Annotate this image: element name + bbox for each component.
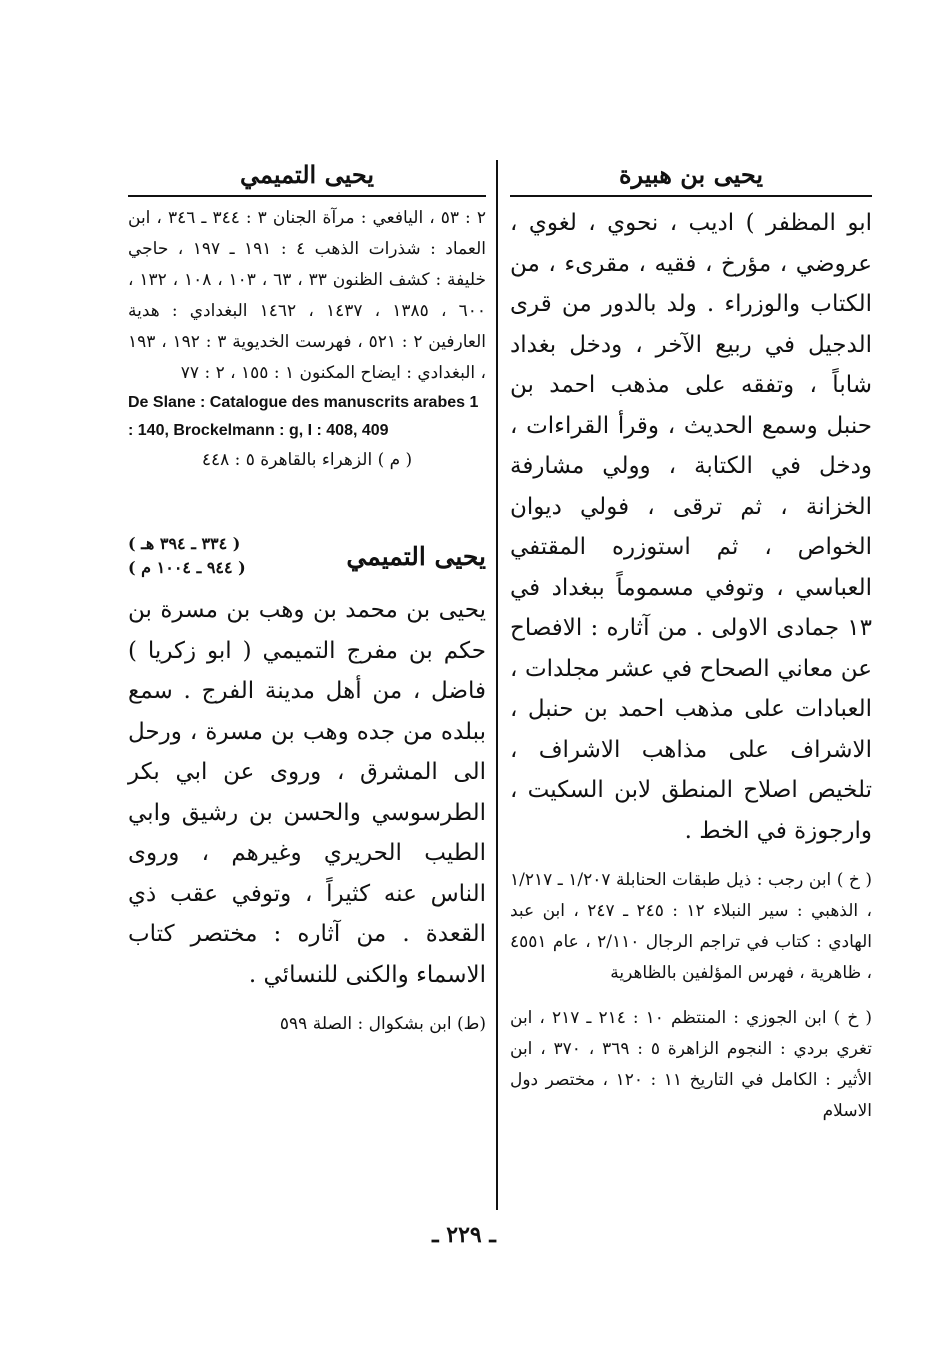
left-column-header: يحيى التميمي bbox=[128, 155, 486, 197]
left-column bbox=[128, 155, 486, 1040]
left-source-t: (ط) ابن بشكوال : الصلة ٥٩٩ bbox=[279, 1014, 486, 1034]
entry-date-gregorian: ( ٩٤٤ ـ ١٠٠٤ م ) bbox=[128, 558, 246, 577]
entry-date-hijri: ( ٣٣٤ ـ ٣٩٤ هـ ) bbox=[128, 534, 241, 553]
right-source-1: ( خ ) ابن رجب : ذيل طبقات الحنابلة ١/٢٠٧ ـ ١/٢١٧ ، الذهبي : سير النبلاء ١٢ : ٢٤٥ ـ ٢٤٧ ، ابن عبد الهادي : كتاب في تراجم الرجال ٢/١١٠ ، عام ٤٥٥١ ، ظاهرية ، فهرس المؤلفين بالظاهرية bbox=[510, 870, 872, 983]
column-divider bbox=[496, 160, 498, 1210]
latin-reference: De Slane : Catalogue des manuscrits arabes 1 : 140, Brockelmann : g, I : 408, 409 bbox=[128, 394, 479, 439]
right-column bbox=[510, 155, 872, 1127]
page-number: ـ ٢٢٩ ـ bbox=[432, 1222, 496, 1248]
right-column-body: ابو المظفر ) اديب ، نحوي ، لغوي ، عروضي ، مؤرخ ، فقيه ، مقرىء ، من الكتاب والوزراء . ولد بالدور من قرى الدجيل في ربيع الآخر ، ودخل بغداد شاباً ، وتفقه على مذهب احمد بن حنبل وسمع الحديث ، وقرأ القراءات ، ودخل في الكتابة ، وولي مشارفة الخزانة ، ثم ترقى ، فولي ديوان الخواص ، ثم استوزره المقتفي العباسي ، وتوفي مسموماً ببغداد في ١٣ جمادى الاولى . من آثاره : الافصاح عن معاني الصحاح في عشر مجلدات ، العبادات على مذهب احمد بن حنبل ، الاشراف على مذاهب الاشراف ، تلخيص اصلاح المنطق لابن السكيت ، وارجوزة في الخط . bbox=[510, 210, 872, 844]
left-source-m: ( م ) الزهراء بالقاهرة ٥ : ٤٤٨ bbox=[201, 450, 413, 470]
right-source-2: ( خ ) ابن الجوزي : المنتظم ١٠ : ٢١٤ ـ ٢١٧ ، ابن تغري بردي : النجوم الزاهرة ٥ : ٣٦٩ ، ٣٧٠ ، ابن الأثير : الكامل في التاريخ ١١ : ١٢٠ ، مختصر دول الاسلام bbox=[510, 1008, 872, 1121]
left-column-body: يحيى بن محمد بن وهب بن مسرة بن حكم بن مفرج التميمي ( ابو زكريا ) فاضل ، من أهل مدينة الفرج . سمع ببلده من جده وهب بن مسرة ، ورحل الى المشرق ، وروى عن ابي بكر الطرسوسي والحسن بن رشيق وابي الطيب الحريري وغيرهم ، وروى الناس عنه كثيراً ، وتوفي عقب ذي القعدة . من آثاره : مختصر كتاب الاسماء والكنى للنسائي . bbox=[128, 597, 486, 988]
entry-dates bbox=[128, 532, 246, 580]
entry-name: يحيى التميمي bbox=[346, 541, 486, 571]
entry-heading bbox=[128, 532, 486, 580]
left-sources-continued: ٢ : ٥٣ ، اليافعي : مرآة الجنان ٣ : ٣٤٤ ـ ٣٤٦ ، ابن العماد : شذرات الذهب ٤ : ١٩١ ـ ١٩٧ ، حاجي خليفة : كشف الظنون ٣٣ ، ٦٣ ، ١٠٣ ، ١٠٨ ، ١٣٢ ، ٦٠٠ ، ١٣٨٥ ، ١٤٣٧ ، ١٤٦٢ البغدادي : هدية العارفين ٢ : ٥٢١ ، فهرست الخديوية ٣ : ١٩٢ ، ١٩٣ ، البغدادي : ايضاح المكنون ١ : ١٥٥ ، ٢ : ٧٧ bbox=[128, 208, 487, 383]
right-column-header: يحيى بن هبيرة bbox=[510, 155, 872, 197]
